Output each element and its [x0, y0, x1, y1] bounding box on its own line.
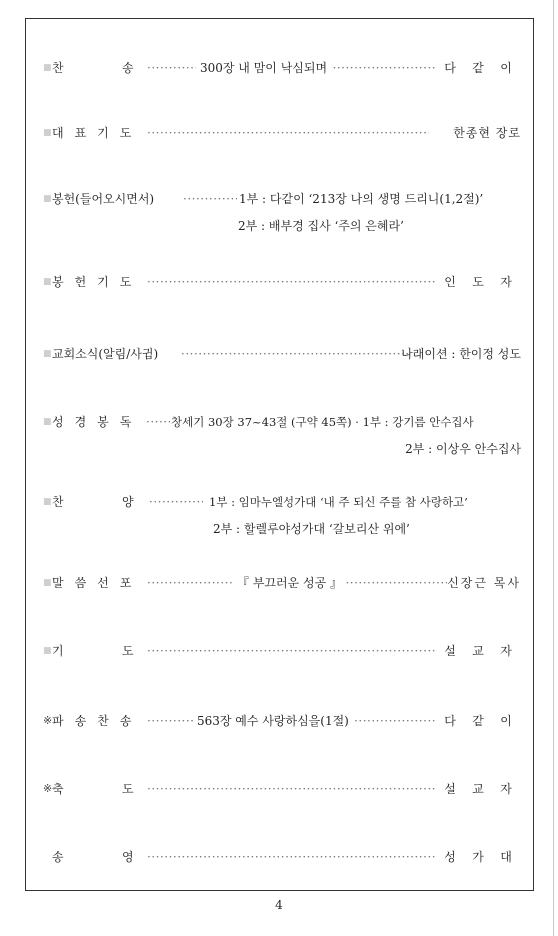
offering-prayer-leader: 인 도 자 [444, 275, 512, 289]
anthem-second-service: 2부 : 할렐루야성가대 ‘갈보리산 위에’ [213, 522, 410, 536]
sending-hymn-leader: 다 같 이 [444, 714, 512, 728]
order-row-scripture-reading [43, 411, 521, 433]
order-row-benediction [43, 778, 521, 800]
preacher-name: 신장근 목사 [447, 576, 521, 590]
dot-leader [181, 343, 411, 365]
bullet-marker: ■ [43, 646, 52, 656]
label-song: 송 [122, 61, 134, 75]
sending-hymn-title: 563장 예수 사랑하심을(1절) [193, 710, 353, 732]
label-yeong: 영 [122, 850, 134, 864]
row-label: 말씀선포 [52, 576, 143, 590]
dot-leader [147, 846, 437, 868]
label-chuk: 축 [52, 782, 64, 796]
dot-leader [147, 271, 437, 293]
hymn-title: 300장 내 맘이 낙심되며 [196, 57, 331, 79]
standing-mark-icon: ※ [43, 782, 53, 795]
row-label: 봉헌(들어오시면서) [52, 192, 155, 206]
order-row-hymn [43, 57, 521, 79]
order-row-doxology [43, 846, 521, 868]
dot-leader [146, 411, 170, 433]
offering-second-service: 2부 : 배부경 집사 ‘주의 은혜라’ [238, 219, 404, 233]
anthem-first-service: 1부 : 임마누엘성가대 ‘내 주 되신 주를 참 사랑하고’ [209, 495, 468, 509]
page-edge-rule [553, 0, 554, 936]
order-row-church-news [43, 343, 521, 365]
order-row-representative-prayer [43, 122, 521, 144]
offering-first-service: 1부 : 다같이 ‘213장 나의 생명 드리니(1,2절)’ [239, 192, 484, 206]
bullet-marker: ■ [43, 194, 52, 204]
benediction-by-preacher: 설 교 자 [444, 782, 512, 796]
bullet-marker: ■ [43, 578, 52, 588]
label-yang: 양 [122, 495, 134, 509]
page-number: 4 [275, 898, 283, 912]
label-do: 도 [122, 782, 134, 796]
bullet-marker: ■ [43, 277, 52, 287]
bullet-marker: ■ [43, 497, 52, 507]
label-chan: 찬 [52, 495, 64, 509]
dot-leader [147, 640, 437, 662]
scripture-passage: 창세기 30장 37~43절 (구약 45쪽) · 1부 : 강기름 안수집사 [171, 415, 474, 429]
bullet-marker: ■ [43, 417, 52, 427]
row-label: 대표기도 [52, 126, 143, 140]
dot-leader [147, 778, 437, 800]
bullet-marker: ■ [43, 349, 52, 359]
label-song: 송 [52, 850, 64, 864]
label-chan: 찬 [52, 61, 64, 75]
hymn-leader: 다 같 이 [444, 61, 512, 75]
news-narrator: 나래이션 : 한이정 성도 [401, 347, 521, 361]
order-row-sermon [43, 572, 521, 594]
row-label: 성경봉독 [52, 415, 143, 429]
order-row-offering-prayer [43, 271, 521, 293]
scripture-second-reader: 2부 : 이상우 안수집사 [405, 442, 521, 456]
prayer-leader: 한종현 장로 [453, 126, 521, 140]
dot-leader [147, 122, 429, 144]
bullet-marker: ■ [43, 63, 52, 73]
label-do: 도 [122, 644, 134, 658]
dot-leader [183, 188, 237, 210]
standing-mark-icon: ※ [43, 714, 53, 727]
row-label: 파송찬송 [52, 714, 143, 728]
doxology-choir: 성 가 대 [444, 850, 512, 864]
order-row-prayer [43, 640, 521, 662]
prayer-by-preacher: 설 교 자 [444, 644, 512, 658]
order-row-choir-anthem [43, 491, 521, 513]
order-row-sending-hymn [43, 710, 521, 732]
bullet-marker: ■ [43, 128, 52, 138]
label-gi: 기 [52, 644, 64, 658]
dot-leader [149, 491, 203, 513]
order-row-offering [43, 188, 521, 210]
row-label: 봉헌기도 [52, 275, 143, 289]
sermon-title: 『 부끄러운 성공 』 [233, 572, 346, 594]
row-label: 교회소식(알림/사귐) [52, 347, 159, 361]
